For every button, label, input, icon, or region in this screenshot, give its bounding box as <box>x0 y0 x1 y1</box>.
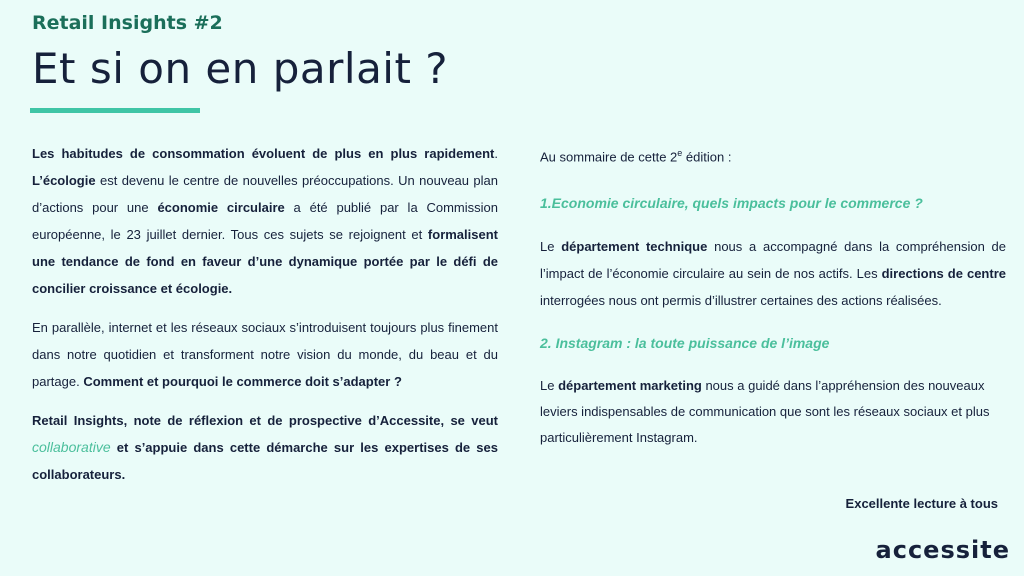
page-title: Et si on en parlait ? <box>32 44 449 93</box>
text-run: économie circulaire <box>157 200 285 215</box>
text-run: est devenu le centre de nouvelles préoccupations. Un nouveau plan d’actions pour une <box>32 173 498 215</box>
paragraph-3 <box>32 407 498 488</box>
text-run: Retail Insights, note de réflexion et de prospective d’Accessite, se veut <box>32 413 498 428</box>
text-run: et s’appuie dans cette démarche sur les expertises de ses collaborateurs. <box>32 440 498 482</box>
closing-text: Excellente lecture à tous <box>845 496 998 511</box>
paragraph-2 <box>32 314 498 395</box>
section-heading-1: 1.Economie circulaire, quels impacts pour le commerce ? <box>540 195 923 212</box>
right-column <box>540 140 1006 451</box>
paragraph-1 <box>32 140 498 302</box>
section-heading-2: 2. Instagram : la toute puissance de l’image <box>540 335 830 352</box>
text-run: Les habitudes de consommation évoluent de plus en plus rapidement <box>32 146 495 161</box>
accessite-logo: accessite <box>875 536 1010 564</box>
text-run: Le <box>540 239 562 255</box>
text-run: a été publié par la Commission européenne, le 23 juillet dernier. Tous ces sujets se rejoignent et <box>32 200 498 242</box>
text-run: formalisent une tendance de fond en faveur d’une dynamique portée par le défi de concilier croissance et écologie. <box>32 227 498 296</box>
text-run: Le <box>540 378 559 394</box>
section-description-1 <box>540 233 1006 314</box>
left-column <box>32 140 498 500</box>
text-run: En parallèle, internet et les réseaux sociaux s’introduisent toujours plus finement dans notre quotidien et transforment notre vision du monde, du beau et du partage. <box>32 320 498 389</box>
text-run: département marketing <box>558 378 702 394</box>
text-run: interrogées nous ont permis d’illustrer certaines des actions réalisées. <box>540 293 942 309</box>
text-run: . <box>494 146 498 161</box>
text-run: département technique <box>561 239 708 255</box>
text-run: L’écologie <box>32 173 96 188</box>
summary-intro: Au sommaire de cette 2e édition : <box>540 148 732 165</box>
text-run: Comment et pourquoi le commerce doit s’adapter ? <box>83 374 402 389</box>
text-run: directions de centre <box>881 266 1006 282</box>
kicker-label: Retail Insights #2 <box>32 12 223 34</box>
text-run: nous a accompagné dans la compréhension de l’impact de l’économie circulaire au sein de nos actifs. Les <box>540 239 1007 282</box>
text-run: collaborative <box>32 439 111 455</box>
title-underline <box>30 108 200 113</box>
section-description-2 <box>540 373 1006 451</box>
text-run: nous a guidé dans l’appréhension des nouveaux leviers indispensables de communication que sont les réseaux sociaux et plus particulièrement Instagram. <box>540 378 990 446</box>
